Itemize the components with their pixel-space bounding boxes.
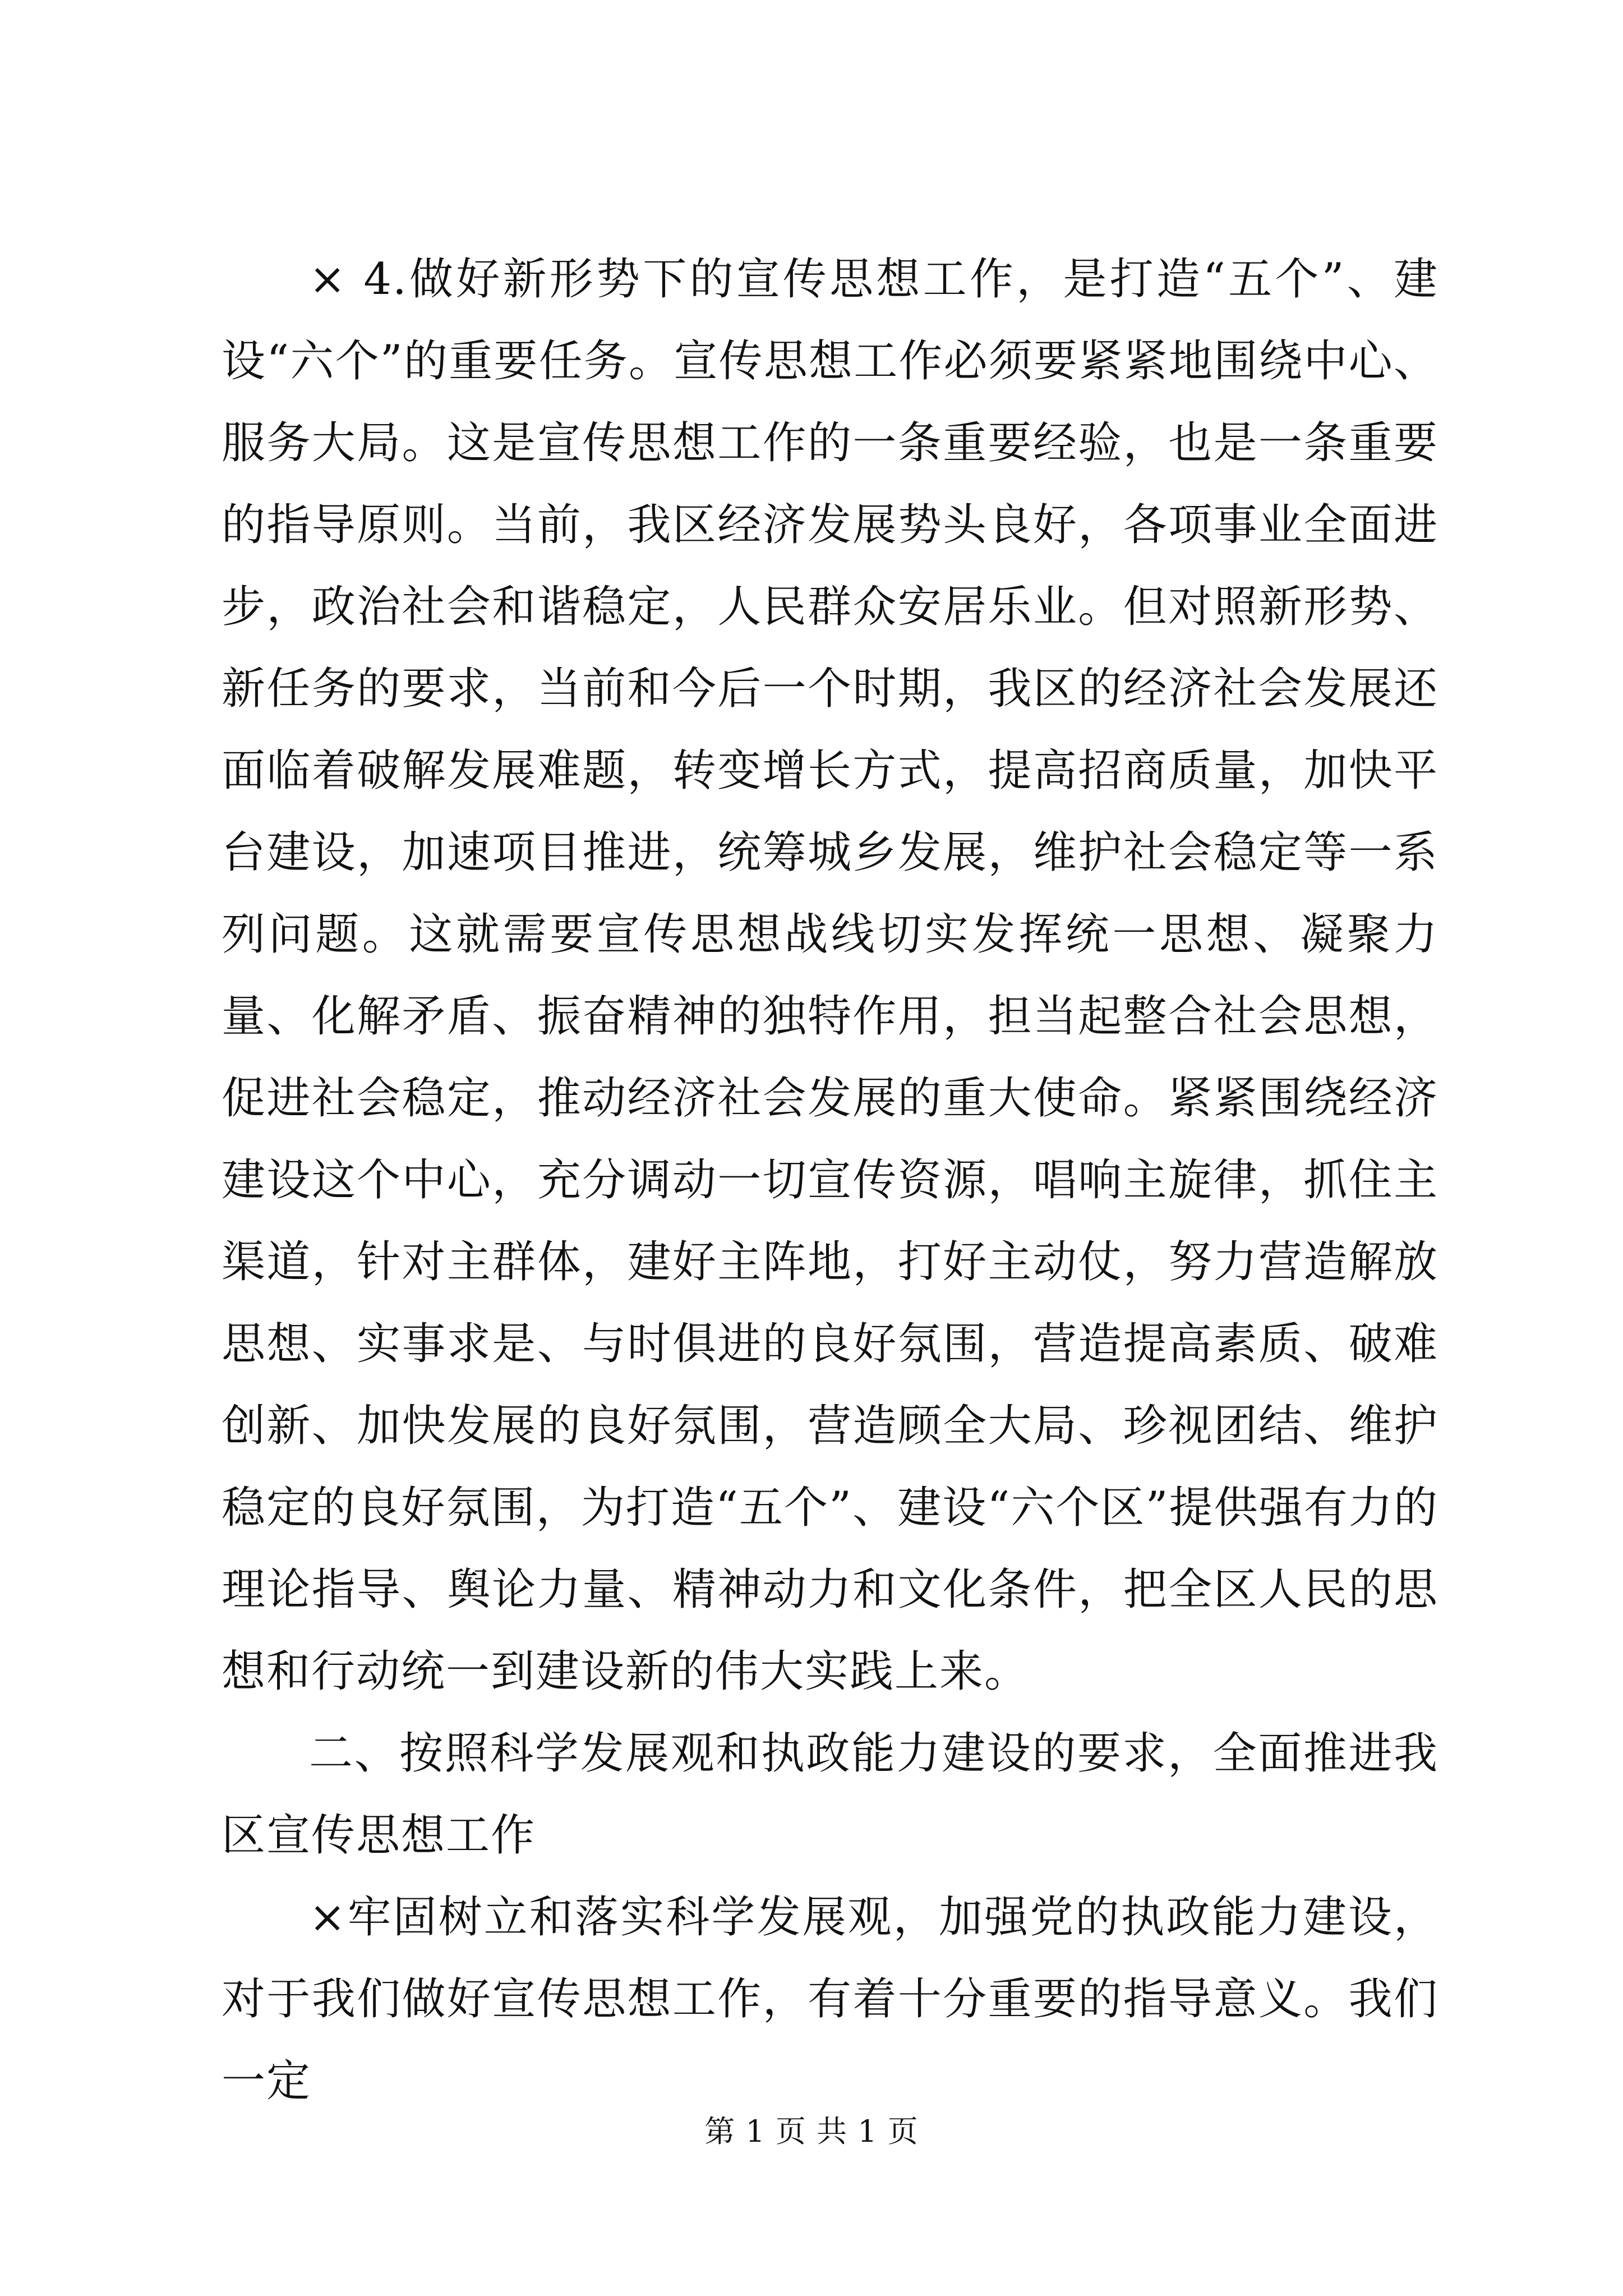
body-paragraph: × 4.做好新形势下的宣传思想工作，是打造“五个”、建设“六个”的重要任务。宣传思想工作必须要紧紧地围绕中心、服务大局。这是宣传思想工作的一条重要经验，也是一条重要的指导原则。当前，我区经济发展势头良好，各项事业全面进步，政治社会和谐稳定，人民群众安居乐业。但对照新形势、新任务的要求，当前和今后一个时期，我区的经济社会发展还面临着破解发展难题，转变增长方式，提高招商质量，加快平台建设，加速项目推进，统筹城乡发展，维护社会稳定等一系列问题。这就需要宣传思想战线切实发挥统一思想、凝聚力量、化解矛盾、振奋精神的独特作用，担当起整合社会思想，促进社会稳定，推动经济社会发展的重大使命。紧紧围绕经济建设这个中心，充分调动一切宣传资源，唱响主旋律，抓住主渠道，针对主群体，建好主阵地，打好主动仗，努力营造解放思想、实事求是、与时俱进的良好氛围，营造提高素质、破难创新、加快发展的良好氛围，营造顾全大局、珍视团结、维护稳定的良好氛围，为打造“五个”、建设“六个区”提供强有力的理论指导、舆论力量、精神动力和文化条件，把全区人民的思想和行动统一到建设新的伟大实践上来。 xyxy=(222,254,1438,1697)
document-body xyxy=(222,238,1438,2122)
section-heading: 二、按照科学发展观和执政能力建设的要求，全面推进我区宣传思想工作 xyxy=(222,1728,1438,1861)
body-paragraph: ×牢固树立和落实科学发展观，加强党的执政能力建设，对于我们做好宣传思想工作，有着十分重要的指导意义。我们一定 xyxy=(222,1892,1438,2106)
page-footer: 第 1 页 共 1 页 xyxy=(704,2114,919,2149)
